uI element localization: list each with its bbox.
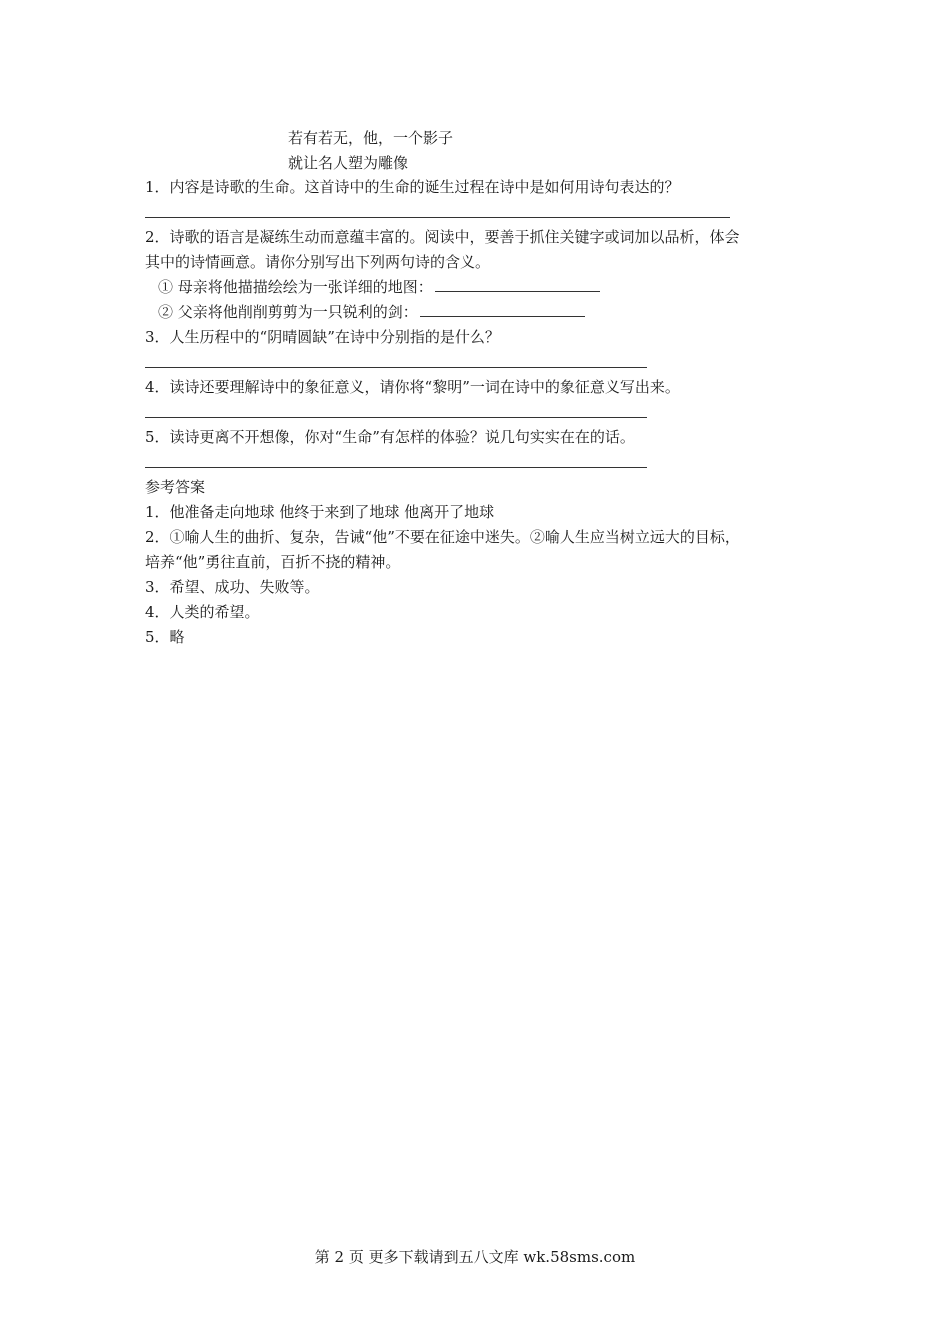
question-2-line-2: 其中的诗情画意。请你分别写出下列两句诗的含义。 <box>145 253 491 271</box>
answer-2-line-2: 培养“他”勇往直前，百折不挠的精神。 <box>145 553 401 571</box>
poem-line-1: 若有若无，他，一个影子 <box>288 129 454 147</box>
answer-3: 3．希望、成功、失败等。 <box>145 578 320 596</box>
answer-1: 1．他准备走向地球 他终于来到了地球 他离开了地球 <box>145 503 495 521</box>
answer-rule-1 <box>145 217 730 218</box>
page-footer: 第 2 页 更多下载请到五八文库 wk.58sms.com <box>314 1248 636 1266</box>
answer-4: 4．人类的希望。 <box>145 603 260 621</box>
answer-rule-5 <box>145 467 647 468</box>
answer-blank-2[interactable] <box>420 302 585 317</box>
answer-rule-4 <box>145 417 647 418</box>
answers-heading: 参考答案 <box>145 478 206 496</box>
question-2-item-2-text: ② 父亲将他削削剪剪为一只锐利的剑： <box>158 303 418 321</box>
question-2-item-1 <box>158 277 600 297</box>
answer-rule-3 <box>145 367 647 368</box>
poem-line-2: 就让名人塑为雕像 <box>288 154 409 172</box>
question-3: 3．人生历程中的“阴晴圆缺”在诗中分别指的是什么？ <box>145 328 500 346</box>
question-2-item-2 <box>158 302 585 322</box>
answer-2-line-1: 2．①喻人生的曲折、复杂，告诫“他”不要在征途中迷失。②喻人生应当树立远大的目标， <box>145 528 740 546</box>
question-2-item-1-text: ① 母亲将他描描绘绘为一张详细的地图： <box>158 278 433 296</box>
answer-5: 5．略 <box>145 628 185 646</box>
question-5: 5．读诗更离不开想像，你对“生命”有怎样的体验？说几句实实在在的话。 <box>145 428 635 446</box>
question-1: 1．内容是诗歌的生命。这首诗中的生命的诞生过程在诗中是如何用诗句表达的？ <box>145 178 680 196</box>
question-2-line-1: 2．诗歌的语言是凝练生动而意蕴丰富的。阅读中，要善于抓住关键字或词加以品析，体会 <box>145 228 740 246</box>
question-4: 4．读诗还要理解诗中的象征意义，请你将“黎明”一词在诗中的象征意义写出来。 <box>145 378 680 396</box>
answer-blank-1[interactable] <box>435 277 600 292</box>
